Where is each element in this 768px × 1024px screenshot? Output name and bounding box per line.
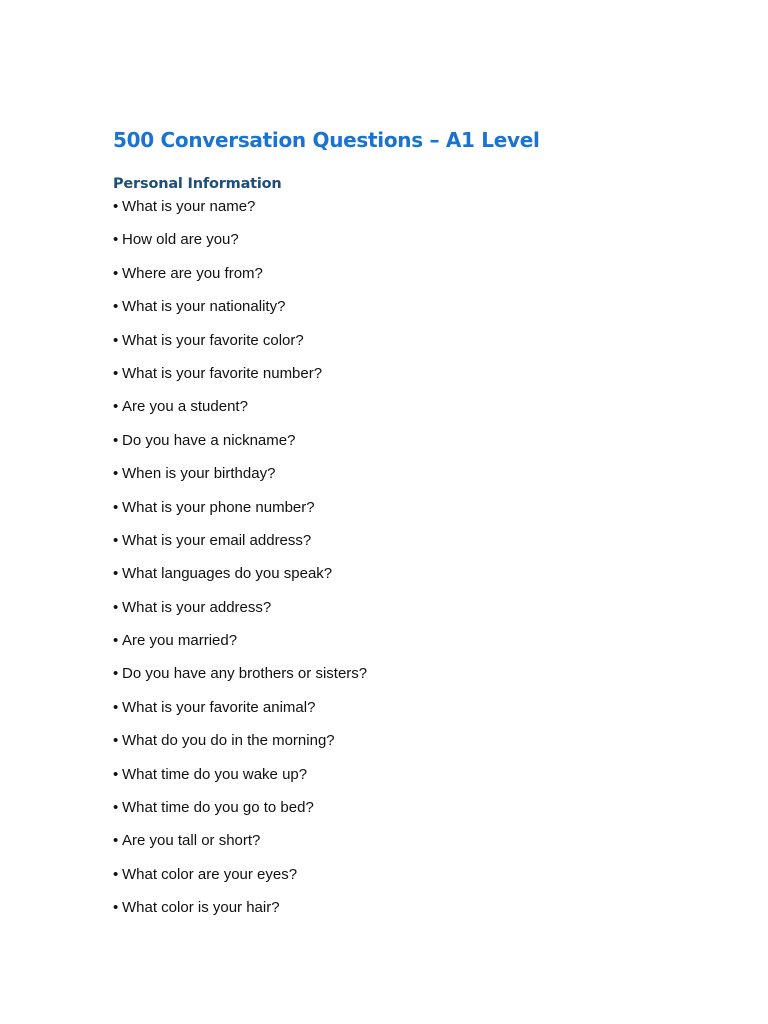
bullet-icon: • (113, 498, 119, 516)
question-text: Are you a student? (122, 398, 248, 416)
question-item (113, 598, 367, 618)
question-item (113, 264, 367, 284)
question-text: Do you have any brothers or sisters? (122, 665, 368, 683)
question-item (113, 297, 367, 317)
question-text: What time do you wake up? (122, 765, 308, 783)
question-text: What is your favorite number? (122, 364, 323, 382)
bullet-icon: • (113, 264, 119, 282)
bullet-icon: • (113, 665, 119, 683)
question-text: How old are you? (122, 231, 239, 249)
question-text: Are you tall or short? (122, 832, 261, 850)
question-item (113, 631, 367, 651)
bullet-icon: • (113, 899, 119, 917)
bullet-icon: • (113, 698, 119, 716)
question-text: Are you married? (122, 632, 238, 650)
question-item (113, 397, 367, 417)
question-text: Do you have a nickname? (122, 431, 296, 449)
bullet-icon: • (113, 465, 119, 483)
question-text: What is your nationality? (122, 298, 286, 316)
question-item (113, 364, 367, 384)
question-item (113, 230, 367, 250)
bullet-icon: • (113, 765, 119, 783)
bullet-icon: • (113, 298, 119, 316)
question-item (113, 197, 367, 217)
question-text: What is your address? (122, 598, 272, 616)
question-item (113, 698, 367, 718)
question-text: What is your favorite animal? (122, 698, 316, 716)
question-text: What is your name? (122, 198, 256, 215)
document-title: 500 Conversation Questions – A1 Level (113, 128, 540, 152)
bullet-icon: • (113, 531, 119, 549)
question-item (113, 531, 367, 551)
question-item (113, 765, 367, 785)
question-text: What time do you go to bed? (122, 799, 314, 817)
question-item (113, 498, 367, 518)
bullet-icon: • (113, 431, 119, 449)
question-item (113, 431, 367, 451)
question-item (113, 831, 367, 851)
bullet-icon: • (113, 865, 119, 883)
question-item (113, 664, 367, 684)
bullet-icon: • (113, 565, 119, 583)
question-item (113, 898, 367, 918)
question-item (113, 798, 367, 818)
section-heading-personal-information: Personal Information (113, 176, 282, 192)
question-item (113, 464, 367, 484)
question-item (113, 564, 367, 584)
question-text: What do you do in the morning? (122, 732, 335, 750)
bullet-icon: • (113, 632, 119, 650)
question-text: What is your email address? (122, 531, 312, 549)
question-text: What color is your hair? (122, 899, 280, 917)
bullet-icon: • (113, 331, 119, 349)
bullet-icon: • (113, 198, 119, 215)
question-text: When is your birthday? (122, 465, 276, 483)
question-text: What color are your eyes? (122, 865, 298, 883)
bullet-icon: • (113, 799, 119, 817)
bullet-icon: • (113, 231, 119, 249)
question-text: Where are you from? (122, 264, 263, 282)
question-text: What is your phone number? (122, 498, 315, 516)
question-text: What is your favorite color? (122, 331, 304, 349)
question-text: What languages do you speak? (122, 565, 333, 583)
bullet-icon: • (113, 364, 119, 382)
bullet-icon: • (113, 598, 119, 616)
question-item (113, 865, 367, 885)
bullet-icon: • (113, 398, 119, 416)
bullet-icon: • (113, 832, 119, 850)
bullet-icon: • (113, 732, 119, 750)
question-list (113, 197, 367, 932)
question-item (113, 731, 367, 751)
question-item (113, 331, 367, 351)
